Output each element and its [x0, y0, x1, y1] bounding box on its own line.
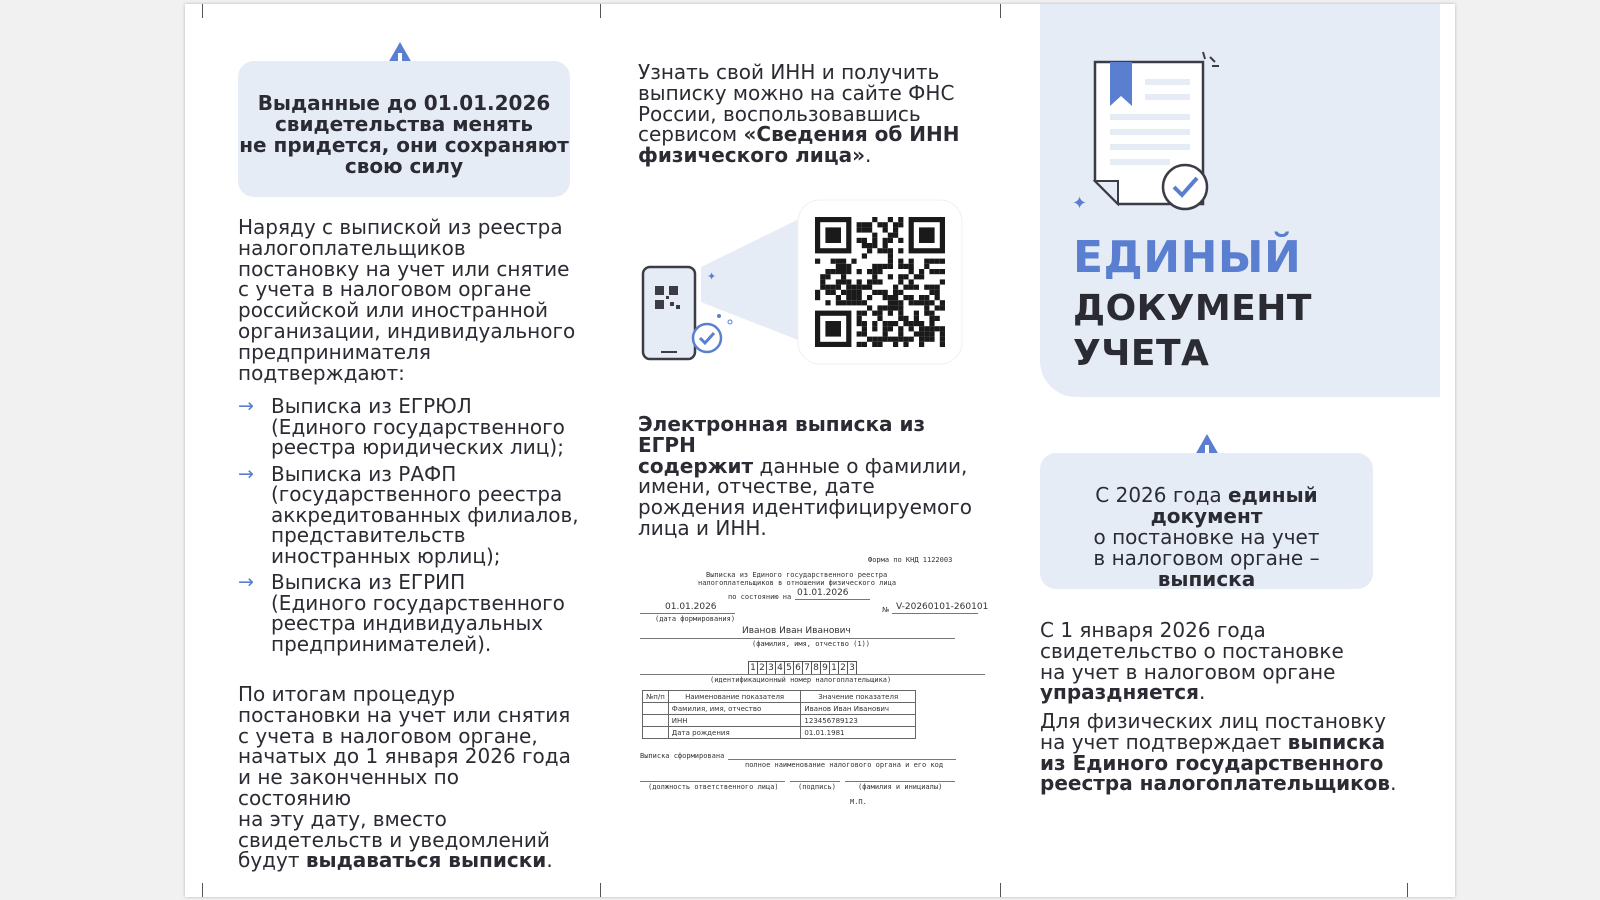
emphasis: содержит: [638, 453, 754, 478]
text-line: [1040, 569, 1373, 590]
text-line: С 1 января 2026 года: [1040, 618, 1266, 642]
text-line: с учета в налоговом органе: [238, 277, 532, 302]
text-line: имени, отчестве, дате: [638, 474, 875, 499]
text-line: [1040, 729, 1400, 754]
emphasis: из Единого государственного: [1040, 750, 1384, 775]
inn-digit-cell: 8: [811, 661, 821, 675]
inn-digit-cell: 4: [775, 661, 785, 675]
text-line: налогоплательщиков: [238, 235, 466, 260]
text-line: и не законченных по состоянию: [238, 765, 459, 810]
table-cell: Дата рождения: [668, 727, 801, 739]
document-check-illustration: [1070, 44, 1220, 219]
text-line: рождения идентифицируемого: [638, 495, 973, 520]
arrow-right-icon: →: [238, 571, 254, 593]
text-line: [638, 414, 988, 456]
inn-cells: [748, 655, 856, 675]
outro-paragraph: [238, 684, 578, 871]
table-header: Наименование показателя: [668, 691, 801, 703]
crop-mark: [202, 4, 203, 18]
text-line: на эту дату, вместо: [238, 806, 447, 831]
text-line: о постановке на учет: [1093, 525, 1320, 549]
issued-label: Выписка сформирована: [640, 752, 725, 760]
svg-text:✦: ✦: [1072, 193, 1088, 214]
text-line: свидетельств и уведомлений: [238, 827, 550, 852]
phone-qr-illustration: [633, 192, 973, 372]
formed-date: 01.01.2026: [665, 602, 717, 612]
crop-mark: [202, 883, 203, 897]
emphasis: Электронная выписка из ЕГРН: [638, 412, 926, 457]
name-label: (фамилия, имя, отчество (1)): [752, 640, 871, 648]
as-of-date: 01.01.2026: [797, 588, 849, 598]
text-line: организации, индивидуального: [238, 318, 576, 343]
table-cell: Иванов Иван Иванович: [801, 703, 916, 715]
stamp-label: М.П.: [850, 798, 867, 806]
text-line: России, воспользовавшись: [638, 101, 921, 126]
text-line: [1040, 485, 1373, 527]
text-line: (государственного реестра: [271, 482, 563, 506]
fold-mark: [600, 4, 601, 18]
text-line: [638, 145, 988, 166]
inn-digit-cell: 7: [802, 661, 812, 675]
check-circle-icon: [1163, 165, 1207, 209]
inn-digit-cell: 3: [847, 661, 857, 675]
text-line: (Единого государственного: [271, 414, 565, 439]
doc-number: V-20260101-260101: [896, 602, 989, 612]
sign-label: (подпись): [798, 783, 836, 791]
warning-box: [238, 61, 570, 197]
warning-line: не придется, они сохраняют: [239, 133, 569, 157]
text-line: представительств: [271, 523, 466, 547]
doc-title: Выписка из Единого государственного реестра: [706, 571, 888, 579]
crop-mark: [1407, 883, 1408, 897]
emphasis: выписка: [1157, 567, 1256, 591]
text-line: [238, 850, 578, 871]
text-line: с учета в налоговом органе,: [238, 723, 538, 748]
title-line: УЧЕТА: [1073, 333, 1210, 374]
svg-text:✦: ✦: [707, 270, 717, 283]
inn-digit-cell: 2: [757, 661, 767, 675]
text-line: реестра юридических лиц);: [271, 435, 564, 459]
text-line: предпринимателей).: [271, 631, 492, 656]
inn-digit-cell: 1: [748, 661, 758, 675]
table-cell: ИНН: [668, 715, 801, 727]
text-line: подтверждают:: [238, 360, 405, 385]
inn-digit-cell: 1: [829, 661, 839, 675]
service-link-text: физического лица»: [638, 143, 866, 168]
sign-label: (должность ответственного лица): [648, 783, 779, 791]
table-header: №п/п: [643, 691, 669, 703]
inn-digit-cell: 5: [784, 661, 794, 675]
as-of-label: по состоянию на: [728, 593, 792, 601]
table-cell: 123456789123: [801, 715, 916, 727]
table-row: [643, 715, 916, 727]
warning-box-text: [238, 61, 570, 177]
text-line: Выписка из ЕГРИП: [271, 570, 466, 594]
text-line: начатых до 1 января 2026 года: [238, 744, 571, 769]
text-line: [638, 453, 988, 478]
warning-line: Выданные до 01.01.2026: [257, 91, 551, 115]
emphasis: реестра налогоплательщиков: [1040, 771, 1391, 796]
text-line: постановки на учет или снятия: [238, 702, 571, 727]
text-span: на учет подтверждает: [1040, 729, 1288, 754]
text-line: аккредитованных филиалов,: [271, 502, 579, 527]
scan-beam: [701, 217, 803, 342]
emphasis: единый документ: [1150, 483, 1318, 528]
text-line: Узнать свой ИНН и получить: [638, 60, 940, 84]
phone-icon: [643, 267, 695, 359]
register-list: [238, 396, 583, 660]
inn-digit-cell: 6: [793, 661, 803, 675]
doc-title: налогоплательщиков в отношении физического лица: [698, 579, 897, 587]
text-line: Наряду с выпиской из реестра: [238, 215, 563, 239]
text-span: сервисом: [638, 122, 744, 147]
table-row: [643, 703, 916, 715]
text-line: Для физических лиц постановку: [1040, 709, 1386, 733]
text-span: .: [1198, 680, 1206, 705]
list-item: [238, 572, 583, 654]
info-box-text: [1040, 453, 1373, 590]
table-cell: Фамилия, имя, отчество: [668, 703, 801, 715]
text-line: на учет в налоговом органе: [1040, 659, 1336, 684]
emphasis: выписка: [1287, 729, 1386, 754]
text-line: лица и ИНН.: [638, 515, 767, 540]
egrn-paragraph: [638, 414, 988, 539]
service-link-text: «Сведения об ИНН: [743, 122, 960, 147]
text-line: выписку можно на сайте ФНС: [638, 80, 955, 105]
title-main: ЕДИНЫЙ: [1073, 232, 1302, 283]
text-span: данные о фамилии,: [753, 453, 968, 478]
warning-line: свидетельства менять: [274, 112, 534, 136]
inn-digit-cell: 9: [820, 661, 830, 675]
info-box: [1040, 453, 1373, 589]
text-line: свидетельство о постановке: [1040, 638, 1344, 663]
warning-line: свою силу: [344, 154, 464, 178]
title-line: ДОКУМЕНТ: [1073, 288, 1312, 329]
org-label: полное наименование налогового органа и его код: [745, 761, 944, 769]
table-row: [643, 727, 916, 739]
text-span: .: [865, 143, 872, 168]
individuals-paragraph: [1040, 711, 1400, 794]
text-line: (Единого государственного: [271, 590, 565, 615]
text-line: [1040, 682, 1400, 703]
text-line: [638, 124, 988, 145]
inn-label: (идентификационный номер налогоплательщика): [710, 676, 892, 684]
text-span: .: [1390, 771, 1397, 796]
inn-digit-cell: 3: [766, 661, 776, 675]
sample-extract-document: [640, 556, 990, 806]
emphasis: упраздняется: [1040, 680, 1199, 705]
text-line: российской или иностранной: [238, 298, 549, 323]
table-header: Значение показателя: [801, 691, 916, 703]
fold-mark: [1000, 883, 1001, 897]
inn-paragraph: [638, 62, 988, 166]
text-line: [1040, 750, 1400, 775]
fold-mark: [1000, 4, 1001, 18]
text-line: иностранных юрлиц);: [271, 543, 501, 568]
brochure-page: [185, 4, 1455, 897]
form-code: Форма по КНД 1122003: [868, 556, 953, 564]
intro-paragraph: [238, 217, 578, 383]
title-sub: [1073, 286, 1312, 376]
text-span: .: [546, 848, 553, 873]
check-circle-icon: [693, 324, 721, 352]
person-name: Иванов Иван Иванович: [742, 626, 851, 636]
text-span: будут: [238, 848, 306, 873]
table-header-row: [643, 691, 916, 703]
extract-table: [642, 690, 916, 739]
text-line: предпринимателя: [238, 339, 431, 364]
arrow-right-icon: →: [238, 462, 254, 485]
fold-mark: [600, 883, 601, 897]
abolition-paragraph: [1040, 620, 1400, 703]
formed-label: (дата формирования): [655, 615, 736, 623]
table-cell: 01.01.1981: [801, 727, 916, 739]
text-line: Выписка из РАФП: [271, 461, 457, 486]
text-line: постановку на учет или снятие: [238, 256, 570, 281]
text-line: в налоговом органе –: [1093, 546, 1320, 570]
sign-label: (фамилия и инициалы): [858, 783, 943, 791]
text-line: реестра индивидуальных: [271, 611, 544, 635]
text-line: По итогам процедур: [238, 682, 456, 706]
inn-digit-cell: 2: [838, 661, 848, 675]
text-line: [1040, 773, 1400, 794]
list-item: [238, 461, 583, 568]
emphasis: выдаваться выписки: [305, 848, 547, 873]
arrow-right-icon: →: [238, 395, 254, 417]
text-span: С 2026 года: [1095, 483, 1229, 507]
number-sign: №: [882, 606, 890, 614]
list-item: [238, 396, 583, 458]
text-line: Выписка из ЕГРЮЛ: [271, 394, 472, 418]
